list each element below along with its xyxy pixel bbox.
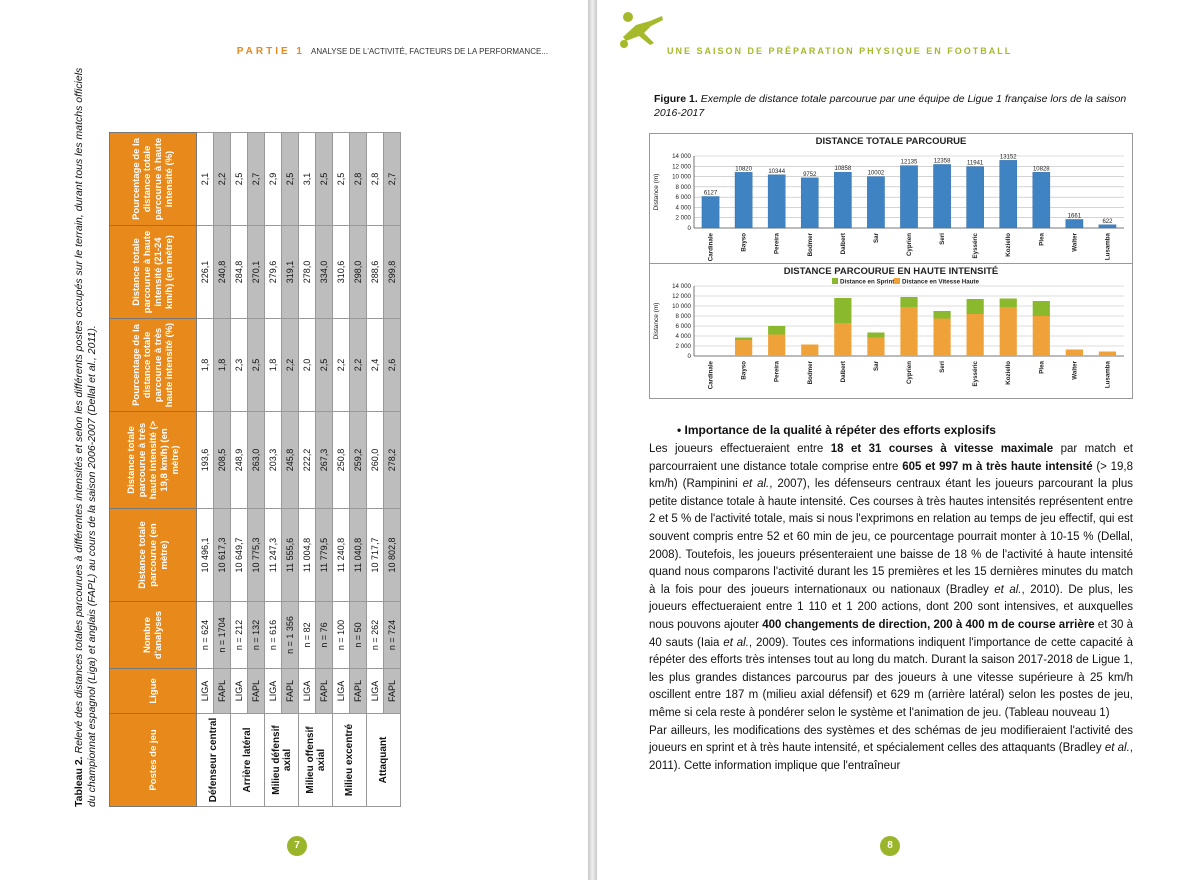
y-tick-label: 10 000	[672, 303, 691, 310]
chart-high-intensity-svg	[650, 264, 1132, 398]
text-run: , 2011). Cette information implique que l'entraîneur	[649, 742, 1133, 772]
table-cell: FAPL	[282, 669, 299, 714]
table-cell: 298,0	[350, 226, 367, 319]
table-cell: 250,8	[333, 412, 350, 509]
section-heading: • Importance de la qualité à répéter des efforts explosifs	[677, 423, 996, 437]
table-cell: 2,4	[367, 319, 384, 412]
text-run: et al.	[742, 478, 770, 491]
table-cell: 2,0	[299, 319, 316, 412]
table-cell: 10 496,1	[197, 509, 214, 602]
figure-caption-text: Exemple de distance totale parcourue par une équipe de Ligue 1 française lors de la saison 2016-2017	[654, 93, 1127, 119]
x-tick-label: Seri	[939, 361, 947, 373]
bar-segment	[867, 338, 884, 357]
y-axis-label: Distance (m)	[653, 302, 660, 340]
y-tick-label: 8 000	[675, 183, 691, 191]
table-cell: n = 616	[265, 602, 282, 669]
legend-swatch	[894, 278, 900, 284]
table-position-cell: Milieu excentré	[333, 714, 367, 807]
text-run: , 2010). De plus, les joueurs effectueraient entre 1 110 et 1 200 actions, dont 200 sont intensives, et auxquelles nous pouvons ajouter	[649, 583, 1134, 631]
table-cell: 284,8	[231, 226, 248, 319]
table-cell: 288,6	[367, 226, 384, 319]
bar-segment	[1033, 301, 1050, 316]
table-cell: 208,5	[214, 412, 231, 509]
data-label: 1661	[1067, 213, 1082, 220]
table-cell: 248,9	[231, 412, 248, 509]
bar-segment	[933, 319, 950, 357]
table-cell: n = 262	[367, 602, 384, 669]
x-tick-label: Bayso	[740, 233, 748, 252]
text-run: 18 et 31 courses à vitesse maximale	[830, 443, 1054, 455]
table-cell: 10 802,8	[384, 509, 401, 602]
y-tick-label: 8 000	[675, 313, 691, 320]
y-tick-label: 10 000	[672, 173, 691, 181]
table-cell: FAPL	[316, 669, 333, 714]
page-number-left: 7	[287, 836, 307, 856]
text-run: et al.	[994, 583, 1022, 596]
table-cell: 10 617,3	[214, 509, 231, 602]
table-cell: 267,3	[316, 412, 333, 509]
table-cell: 263,0	[248, 412, 265, 509]
table-caption-text: Relevé des distances totales parcourues à différentes intensités et selon les différents postes occupés sur le terrain, durant tous les matchs officiels du championnat espagnol (Liga) et anglais (FAPL) au cours de la saison 2006-2007 (Dellal et al., 2011).	[73, 67, 98, 807]
y-tick-label: 12 000	[672, 163, 691, 171]
y-tick-label: 14 000	[672, 153, 691, 160]
chart-total-distance-svg	[650, 134, 1132, 268]
text-run: , 2009). Toutes ces informations indiquent l'importance de cette capacité à répéter des efforts très intenses tout au long du match. Durant la saison 2017-2018 de Ligue 1, les plus grandes distances parcourus par des joueurs à une vitesse supérieure à 25 km/h oscillent entre 187 m (milieu axial défensif) et 629 m (arrière latéral) selon les postes de jeu, même si cela reste à pondérer selon le système et l'animation de jeu. (Tableau nouveau 1)	[649, 636, 1134, 719]
y-tick-label: 0	[687, 225, 691, 232]
table-cell: 2,7	[248, 133, 265, 226]
bar	[801, 178, 818, 228]
x-tick-label: Walter	[1071, 361, 1079, 380]
x-tick-label: Dalbert	[839, 361, 847, 383]
table-cell: 2,6	[384, 319, 401, 412]
table-position-cell: Attaquant	[367, 714, 401, 807]
table-cell: 1,8	[197, 319, 214, 412]
table-cell: 2,5	[316, 319, 333, 412]
bar-segment	[735, 338, 752, 341]
table-cell: LIGA	[231, 669, 248, 714]
data-label: 622	[1102, 218, 1113, 225]
table-cell: 299,8	[384, 226, 401, 319]
bar	[735, 172, 752, 228]
x-tick-label: Sar	[872, 361, 880, 371]
table-cell: 11 240,8	[333, 509, 350, 602]
table-cell: n = 724	[384, 602, 401, 669]
table-header-cell: Nombre d'analyses	[110, 602, 197, 669]
table-cell: 245,8	[282, 412, 299, 509]
bar-segment	[768, 326, 785, 335]
chart-title: DISTANCE PARCOURUE EN HAUTE INTENSITÉ	[783, 266, 999, 277]
paragraph-1	[649, 441, 1133, 723]
rotated-table-block	[73, 57, 433, 807]
body-text	[649, 423, 1133, 775]
table-cell: 2,8	[350, 133, 367, 226]
bar	[768, 175, 785, 228]
table-cell: 10 717,7	[367, 509, 384, 602]
left-page	[0, 0, 588, 880]
x-tick-label: Lusamba	[1104, 361, 1112, 389]
bar-segment	[735, 340, 752, 356]
chart-total-distance	[649, 133, 1133, 269]
table-cell: n = 82	[299, 602, 316, 669]
table-cell: 260,0	[367, 412, 384, 509]
table-row	[197, 133, 214, 807]
legend-label: Distance en Vitesse Haute	[902, 278, 979, 286]
table-cell: FAPL	[248, 669, 265, 714]
table-cell: 10 649,7	[231, 509, 248, 602]
table-cell: 319,1	[282, 226, 299, 319]
table-cell: 278,0	[299, 226, 316, 319]
y-tick-label: 0	[687, 353, 691, 360]
x-tick-label: Bodmer	[806, 233, 814, 257]
bar-segment	[967, 299, 984, 314]
legend-label: Distance en Sprint	[840, 278, 895, 286]
football-player-icon	[619, 10, 665, 50]
table-row	[350, 133, 367, 807]
table-cell: 270,1	[248, 226, 265, 319]
table-cell: 1,8	[265, 319, 282, 412]
table-header-cell: Ligue	[110, 669, 197, 714]
data-label: 12358	[933, 158, 951, 165]
table-cell: 2,5	[282, 133, 299, 226]
x-tick-label: Pereira	[773, 233, 781, 254]
bar-segment	[1066, 350, 1083, 357]
table-cell: 2,7	[384, 133, 401, 226]
table-cell: 278,2	[384, 412, 401, 509]
data-label: 10828	[1032, 166, 1050, 173]
table-cell: 11 555,6	[282, 509, 299, 602]
bar-segment	[900, 297, 917, 307]
table-cell: 2,5	[231, 133, 248, 226]
table-position-cell: Arrière latéral	[231, 714, 265, 807]
right-running-header: UNE SAISON DE PRÉPARATION PHYSIQUE EN FOOTBALL	[667, 46, 1013, 56]
y-tick-label: 2 000	[675, 214, 691, 222]
legend-swatch	[832, 278, 838, 284]
bar-segment	[834, 298, 851, 323]
table-cell: 279,6	[265, 226, 282, 319]
table-cell: n = 76	[316, 602, 333, 669]
table-cell: 193,6	[197, 412, 214, 509]
table-cell: LIGA	[299, 669, 316, 714]
table-cell: n = 212	[231, 602, 248, 669]
table-row	[367, 133, 384, 807]
text-run: (> 19,8 km/h) (Rampinini	[649, 460, 1134, 491]
bar	[1066, 219, 1083, 228]
left-running-header	[237, 46, 548, 57]
bar-segment	[900, 307, 917, 356]
y-tick-label: 4 000	[675, 204, 691, 212]
text-run: et al.	[723, 636, 749, 649]
x-tick-label: Koziello	[1005, 233, 1013, 257]
table-cell: 2,2	[333, 319, 350, 412]
bar	[900, 166, 917, 228]
text-run: et al.	[1104, 742, 1130, 755]
table-cell: LIGA	[367, 669, 384, 714]
text-run: 605 et 997 m à très haute intensité	[902, 460, 1093, 473]
table-cell: 11 004,8	[299, 509, 316, 602]
table-row	[316, 133, 333, 807]
data-label: 10820	[735, 166, 752, 173]
table-row	[248, 133, 265, 807]
x-tick-label: Cyprien	[906, 233, 913, 257]
table-cell: 11 040,8	[350, 509, 367, 602]
table-cell: 203,3	[265, 412, 282, 509]
table-cell: 2,3	[231, 319, 248, 412]
x-tick-label: Seri	[939, 233, 947, 245]
text-run: et 30 à 40 sauts (Iaia	[649, 618, 1133, 649]
x-tick-label: Pereira	[773, 361, 781, 382]
table-cell: 2,2	[350, 319, 367, 412]
table-cell: 2,5	[316, 133, 333, 226]
y-tick-label: 6 000	[675, 323, 691, 330]
table-cell: 240,8	[214, 226, 231, 319]
bar-segment	[1000, 299, 1017, 308]
bar-segment	[801, 345, 818, 357]
table-row	[231, 133, 248, 807]
bar	[1033, 172, 1050, 228]
table-row	[282, 133, 299, 807]
bar	[933, 164, 950, 228]
page-number-right: 8	[880, 836, 900, 856]
bar	[867, 177, 884, 228]
x-tick-label: Sar	[872, 233, 880, 243]
part-label: PARTIE 1	[236, 46, 305, 57]
table-row	[214, 133, 231, 807]
data-label: 12135	[900, 159, 918, 166]
y-axis-label: Distance (m)	[653, 173, 660, 211]
table-cell: 2,2	[214, 133, 231, 226]
x-tick-label: Koziello	[1005, 361, 1013, 385]
table-cell: LIGA	[265, 669, 282, 714]
data-label: 6127	[703, 190, 718, 197]
table-caption-label: Tableau 2.	[73, 756, 85, 807]
table-cell: LIGA	[333, 669, 350, 714]
table-cell: 1,8	[214, 319, 231, 412]
bar-segment	[867, 333, 884, 338]
table-cell: 310,6	[333, 226, 350, 319]
y-tick-label: 12 000	[672, 293, 691, 300]
table-position-cell: Défenseur central	[197, 714, 231, 807]
chart-high-intensity	[649, 263, 1133, 399]
paragraph-2	[649, 723, 1133, 776]
bar-segment	[1033, 316, 1050, 356]
data-table	[109, 132, 401, 807]
bar	[967, 167, 984, 228]
bar-segment	[1099, 352, 1116, 357]
data-label: 9752	[803, 171, 817, 178]
x-tick-label: Cardinale	[707, 361, 715, 390]
table-cell: 222,2	[299, 412, 316, 509]
bar	[834, 172, 851, 228]
x-tick-label: Bodmer	[806, 361, 814, 385]
book-gutter	[588, 0, 597, 880]
table-cell: 259,2	[350, 412, 367, 509]
x-tick-label: Plea	[1038, 233, 1046, 246]
table-cell: n = 100	[333, 602, 350, 669]
table-cell: n = 50	[350, 602, 367, 669]
table-cell: 2,5	[248, 319, 265, 412]
table-row	[265, 133, 282, 807]
table-cell: 2,1	[197, 133, 214, 226]
table-cell: 334,0	[316, 226, 333, 319]
x-tick-label: Cyprien	[906, 361, 913, 385]
bar-segment	[1000, 307, 1017, 356]
table-header-cell: Postes de jeu	[110, 714, 197, 807]
table-cell: 10 775,3	[248, 509, 265, 602]
x-tick-label: Eysséric	[972, 233, 980, 259]
table-cell: 2,9	[265, 133, 282, 226]
x-tick-label: Plea	[1038, 361, 1046, 374]
table-cell: 11 779,5	[316, 509, 333, 602]
table-cell: 11 247,3	[265, 509, 282, 602]
data-label: 13152	[999, 154, 1017, 161]
table-header-cell: Distance totale parcourue (en mètre)	[110, 509, 197, 602]
bar-segment	[834, 323, 851, 356]
table-row	[333, 133, 350, 807]
table-row	[299, 133, 316, 807]
bar-segment	[933, 311, 950, 319]
table-cell: n = 624	[197, 602, 214, 669]
table-header-cell: Pourcentage de la distance totale parcourue à haute intensité (%)	[110, 133, 197, 226]
table-cell: FAPL	[214, 669, 231, 714]
data-label: 10344	[768, 168, 786, 175]
y-tick-label: 6 000	[675, 194, 691, 202]
data-label: 11941	[967, 160, 984, 167]
bar	[702, 196, 719, 228]
table-cell: FAPL	[350, 669, 367, 714]
table-cell: n = 1 356	[282, 602, 299, 669]
table-caption	[73, 62, 99, 807]
bar	[1099, 225, 1116, 228]
table-cell: 226,1	[197, 226, 214, 319]
table-cell: n = 132	[248, 602, 265, 669]
table-cell: 2,8	[367, 133, 384, 226]
table-position-cell: Milieu défensif axial	[265, 714, 299, 807]
table-cell: LIGA	[197, 669, 214, 714]
figure-caption-label: Figure 1.	[654, 93, 698, 105]
y-tick-label: 4 000	[675, 333, 691, 340]
table-cell: FAPL	[384, 669, 401, 714]
figure-caption	[654, 92, 1134, 120]
x-tick-label: Dalbert	[839, 233, 847, 255]
x-tick-label: Bayso	[740, 361, 748, 380]
table-cell: n = 1704	[214, 602, 231, 669]
y-tick-label: 14 000	[672, 283, 691, 290]
part-title: ANALYSE DE L'ACTIVITÉ, FACTEURS DE LA PERFORMANCE...	[311, 47, 548, 56]
data-label: 10858	[834, 166, 852, 173]
bar	[1000, 160, 1017, 228]
table-cell: 2,2	[282, 319, 299, 412]
table-cell: 2,5	[333, 133, 350, 226]
right-page	[597, 0, 1185, 880]
text-run: 400 changements de direction, 200 à 400 m de course arrière	[762, 618, 1095, 631]
text-run: , 2007), les défenseurs centraux étant les joueurs parcourant la plus petite distance totale à haute intensité. Ces courses à très hautes intensités représentent entre 2 et 5 % de l'activité totale, mais si nous l'exprimons en relation au temps de jeu effectif, qui est souvent compris entre 52 et 60 min de jeu, ce pourcentage pourrait monter à 10-15 % (Dellal, 2008). Toutefois, les joueurs présenteraient une baisse de 18 % de l'activité à haute intensité quand nous comparons l'activité durant les 15 premières et les 15 dernières minutes du match à la fois pour des joueurs internationaux ou nationaux (Bradley	[649, 478, 1134, 596]
chart-title: DISTANCE TOTALE PARCOURUE	[815, 136, 967, 147]
table-cell: 3,1	[299, 133, 316, 226]
table-position-cell: Milieu offensif axial	[299, 714, 333, 807]
table-header-cell: Distance totale parcourue à très haute intensité (> 19,8 km/h) (en mètre)	[110, 412, 197, 509]
x-tick-label: Walter	[1071, 233, 1079, 252]
x-tick-label: Cardinale	[707, 233, 715, 262]
y-tick-label: 2 000	[675, 343, 691, 350]
table-header-cell: Pourcentage de la distance totale parcourue à très haute intensité (%)	[110, 319, 197, 412]
data-label: 10002	[867, 170, 885, 177]
table-header-cell: Distance totale parcourue à haute intensité (21-24 km/h) (en mètre)	[110, 226, 197, 319]
text-run: Les joueurs effectueraient entre	[649, 443, 831, 455]
bar-segment	[967, 314, 984, 356]
x-tick-label: Eysséric	[972, 361, 980, 387]
bar-segment	[768, 335, 785, 357]
table-row	[384, 133, 401, 807]
text-run: Par ailleurs, les modifications des systèmes et des schémas de jeu modifieraient l'activité des joueurs en sprint et à très haute intensité, et spécialement celles des attaquants (Bradley	[649, 724, 1133, 755]
text-run: par match et parcourraient une distance totale comprise entre	[649, 443, 1133, 473]
x-tick-label: Lusamba	[1104, 233, 1112, 261]
